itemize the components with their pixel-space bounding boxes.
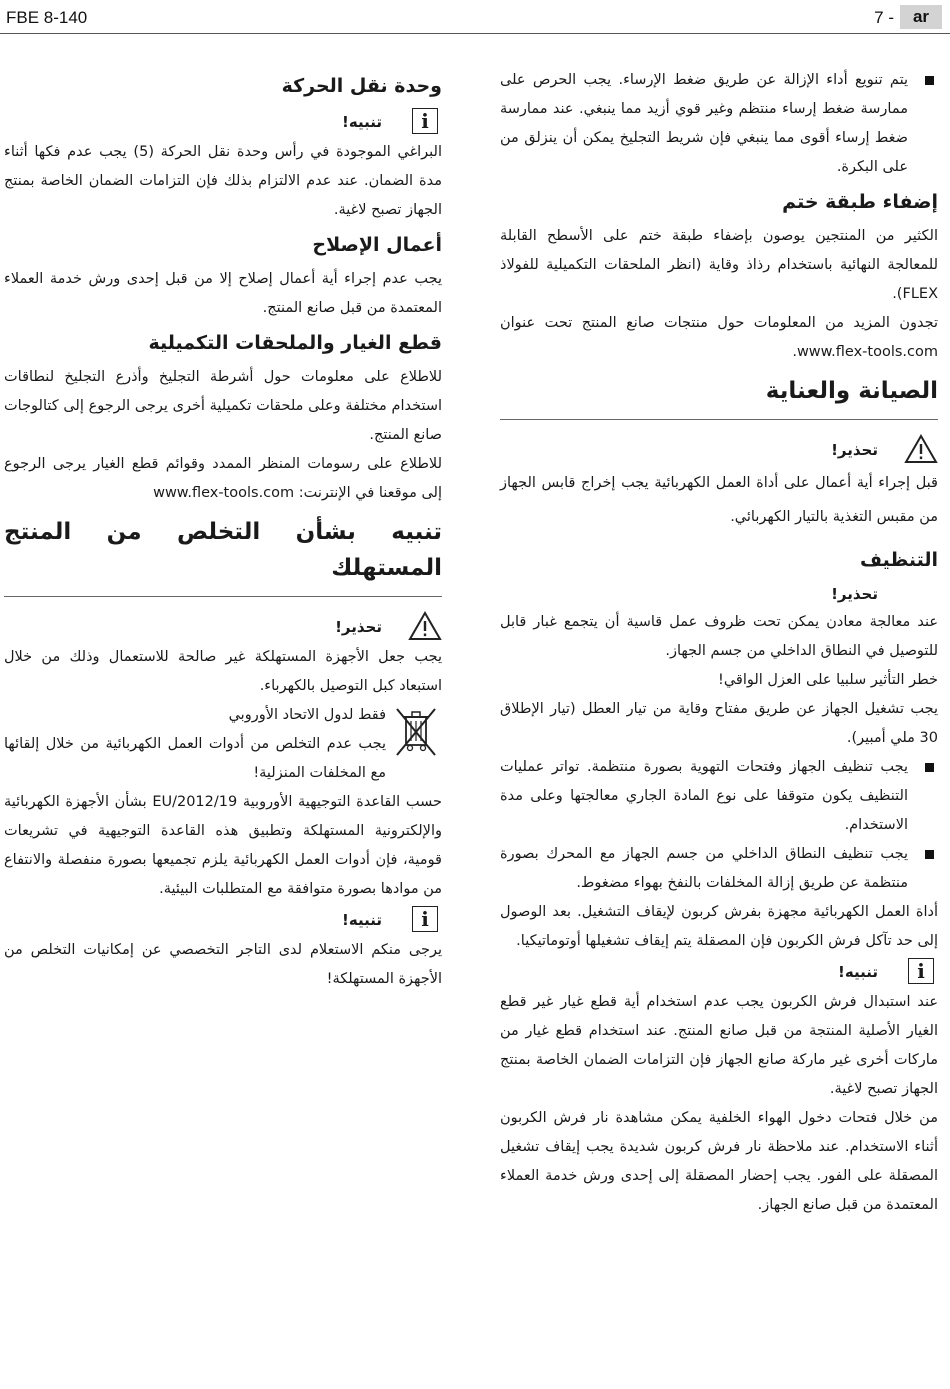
paragraph: الكثير من المنتجين يوصون بإضفاء طبقة ختم على الأسطح القابلة للمعالجة النهائية باستخدام رذاذ وقاية (انظر الملحقات التكميلية للفولاذ FLEX). [500, 228, 938, 302]
warning-text: قبل إجراء أية أعمال على أداة العمل الكهربائية يجب إخراج قابس الجهاز من مقبس التغذية بالتيار الكهربائي. [500, 475, 938, 525]
paragraph: للاطلاع على رسومات المنظر الممدد وقوائم قطع الغيار يرجى الرجوع إلى موقعنا في الإنترنت: www.flex-tools.com [4, 456, 442, 501]
note-callout [4, 904, 442, 936]
warning-text: يجب جعل الأجهزة المستهلكة غير صالحة للاستعمال وذلك من خلال استبعاد كبل التوصيل بالكهرباء. [4, 649, 442, 694]
list-item [500, 66, 938, 182]
note-title: تنبيه! [838, 963, 878, 981]
warning-triangle-icon [408, 611, 442, 641]
section-heading-parts: قطع الغيار والملحقات التكميلية [148, 332, 442, 354]
note-text: البراغي الموجودة في رأس وحدة نقل الحركة (5) يجب عدم فكها أثناء مدة الضمان. عند عدم الالتزام بذلك فإن التزامات الضمان الخاصة بمنتج الجهاز تصبح لاغية. [4, 144, 443, 218]
info-icon: i [412, 108, 438, 134]
page-header [0, 0, 950, 36]
eu-only-label: فقط لدول الاتحاد الأوروبي [228, 707, 386, 723]
paragraph: يجب عدم إجراء أية أعمال إصلاح إلا من قبل إحدى ورش خدمة العملاء المعتمدة من قبل صانع المنتج. [4, 271, 442, 316]
bullet-square-icon [925, 76, 934, 85]
section-heading-gear: وحدة نقل الحركة [281, 75, 442, 97]
note-callout [500, 956, 938, 988]
bullet-text: يجب تنظيف الجهاز وفتحات التهوية بصورة منتظمة. تواتر عمليات التنظيف يكون متوقفا على نوع المادة الجاري معالجتها وعلى مدة الاستخدام. [500, 759, 908, 833]
crossed-out-bin-icon [394, 705, 438, 761]
page-number: 7 - [874, 8, 894, 27]
warning-title: تحذير! [831, 441, 878, 459]
note-title: تنبيه! [342, 113, 382, 131]
section-heading-cleaning: التنظيف [859, 549, 938, 571]
section-heading-finish: إضفاء طبقة ختم [782, 191, 938, 213]
note-callout [4, 106, 442, 138]
bullet-text: يتم تنويع أداء الإزالة عن طريق ضغط الإرساء. يجب الحرص على ممارسة ضغط إرساء منتظم وغير قوي أزيد مما ينبغي. عند ممارسة ضغط إرساء أقوى مما ينبغي فإن شريط التجليخ يمكن أن ينزلق من على البكرة. [500, 72, 908, 175]
left-column [4, 70, 442, 994]
warning-callout [500, 434, 938, 466]
warning-callout [4, 611, 442, 643]
warning-title: تحذير! [335, 618, 382, 636]
paragraph: من خلال فتحات دخول الهواء الخلفية يمكن مشاهدة نار فرش الكربون أثناء الاستخدام. عند ملاحظة نار فرش كربون شديدة يجب إيقاف تشغيل المصقلة على الفور. يجب إحضار المصقلة إلى إحدى ورش خدمة العملاء المعتمدة من قبل صانع الجهاز. [500, 1110, 938, 1213]
section-divider [500, 419, 938, 420]
model-number: FBE 8-140 [6, 8, 88, 27]
note-text: يرجى منكم الاستعلام لدى التاجر التخصصي عن إمكانيات التخلص من الأجهزة المستهلكة! [4, 942, 442, 987]
right-column [500, 66, 938, 1220]
eu-disposal-block [4, 701, 442, 788]
list-item [500, 753, 938, 840]
bullet-square-icon [925, 850, 934, 859]
section-heading-repair: أعمال الإصلاح [312, 234, 442, 256]
bullet-text: يجب تنظيف النطاق الداخلي من جسم الجهاز مع المحرك بصورة منتظمة عن طريق إزالة المخلفات بالنفخ بهواء مضغوط. [500, 846, 908, 891]
section-heading-maintenance: الصيانة والعناية [765, 378, 938, 404]
paragraph: تجدون المزيد من المعلومات حول منتجات صانع المنتج تحت عنوان www.flex-tools.com. [500, 315, 938, 360]
paragraph: للاطلاع على معلومات حول أشرطة التجليخ وأذرع التجليخ لنطاقات استخدام مختلفة وعلى ملحقات تكميلية أخرى يرجى الرجوع إلى كتالوجات صانع المنتج. [4, 369, 442, 443]
language-badge: ar [900, 5, 942, 29]
note-text: عند استبدال فرش الكربون يجب عدم استخدام أية قطع غيار غير قطع الغيار الأصلية المنتجة من قبل صانع المنتج. عند استخدام قطع غيار من ماركات أخرى غير ماركة صانع الجهاز فإن التزامات الضمان الخاصة بمنتج الجهاز تصبح لاغية. [500, 994, 938, 1097]
header-divider [0, 33, 950, 34]
list-item [500, 840, 938, 898]
eu-disposal-text: يجب عدم التخلص من أدوات العمل الكهربائية من خلال إلقائها مع المخلفات المنزلية! [4, 736, 386, 781]
warning-text: خطر التأثير سلبيا على العزل الواقي! [718, 672, 938, 688]
paragraph: حسب القاعدة التوجيهية الأوروبية 2012/19/EU بشأن الأجهزة الكهربائية والإلكترونية المستهلكة وتطبيق هذه القاعدة التوجيهية في تشريعات قومية، فإن أدوات العمل الكهربائية يلزم تجميعها بصورة منفصلة والانتفاع من موادها بصورة متوافقة مع المتطلبات البيئية. [4, 794, 443, 897]
bullet-square-icon [925, 763, 934, 772]
warning-callout [500, 580, 938, 608]
paragraph: أداة العمل الكهربائية مجهزة بفرش كربون لإيقاف التشغيل. بعد الوصول إلى حد تآكل فرش الكربون فإن المصقلة يتم إيقاف تشغيلها أوتوماتيكيا. [500, 904, 938, 949]
warning-title: تحذير! [831, 585, 878, 603]
info-icon: i [908, 958, 934, 984]
section-heading-disposal: تنبيه بشأن التخلص من المنتج المستهلك [4, 519, 442, 581]
warning-text: عند معالجة معادن يمكن تحت ظروف عمل قاسية أن يتجمع غبار قابل للتوصيل في النطاق الداخلي من جسم الجهاز. [500, 614, 938, 659]
note-title: تنبيه! [342, 911, 382, 929]
section-divider [4, 596, 442, 597]
warning-triangle-icon [904, 434, 938, 464]
info-icon: i [412, 906, 438, 932]
warning-text: يجب تشغيل الجهاز عن طريق مفتاح وقاية من تيار العطل (تيار الإطلاق 30 ملي أمبير). [500, 701, 938, 746]
